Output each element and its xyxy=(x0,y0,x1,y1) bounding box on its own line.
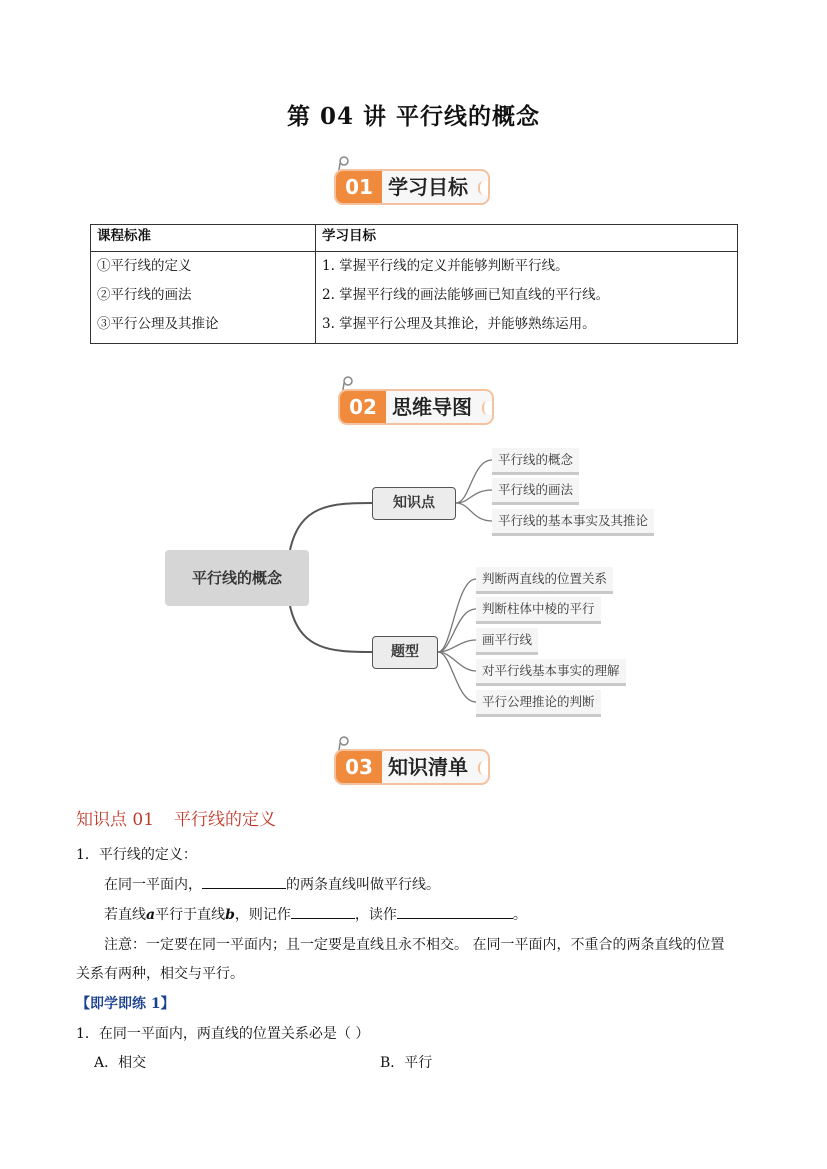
mindmap-central-node: 平行线的概念 xyxy=(165,550,309,606)
banner-pill xyxy=(334,749,490,785)
text-segment: 在同一平面内， xyxy=(104,877,202,893)
practice-question: 1．在同一平面内，两直线的位置关系必是（ ） xyxy=(76,1026,370,1042)
header-goal: 学习目标 xyxy=(316,225,738,252)
mindmap-branch-knowledge: 知识点 xyxy=(372,487,456,520)
section-label: 思维导图 xyxy=(392,395,472,419)
section-number: 03 xyxy=(336,751,382,783)
goal-item: 2. 掌握平行线的画法能够画已知直线的平行线。 xyxy=(322,287,610,303)
mindmap-leaf: 平行线的基本事实及其推论 xyxy=(492,509,654,536)
section-number: 02 xyxy=(340,391,386,423)
note-line-1: 注意：一定要在同一平面内；且一定要是直线且永不相交。 在同一平面内，不重合的两条直线的位置 xyxy=(104,937,725,953)
section-number: 01 xyxy=(336,171,382,203)
knowledge-point-title: 平行线的定义 xyxy=(174,810,277,830)
knowledge-point-heading xyxy=(76,805,276,830)
fill-blank[interactable] xyxy=(397,904,513,919)
section-label: 知识清单 xyxy=(388,755,468,779)
note-line-2: 关系有两种，相交与平行。 xyxy=(76,966,244,982)
text-segment: ，则记作 xyxy=(234,907,291,923)
knowledge-point-number: 知识点 01 xyxy=(76,810,155,830)
mindmap-leaf: 判断两直线的位置关系 xyxy=(476,567,613,594)
text-segment: 的两条直线叫做平行线。 xyxy=(286,877,440,893)
standard-item: ③平行公理及其推论 xyxy=(97,316,219,332)
standard-item: ②平行线的画法 xyxy=(97,287,192,303)
mindmap-leaf: 平行线的画法 xyxy=(492,478,579,505)
mindmap-leaf: 对平行线基本事实的理解 xyxy=(476,659,626,686)
variable-a: a xyxy=(146,907,156,923)
text-segment: 平行于直线 xyxy=(155,907,226,923)
mindmap-leaf: 平行线的概念 xyxy=(492,448,579,475)
fill-blank[interactable] xyxy=(291,904,355,919)
fill-blank[interactable] xyxy=(202,874,286,889)
practice-label: 【即学即练 1】 xyxy=(76,996,175,1012)
mindmap-leaf: 画平行线 xyxy=(476,628,538,655)
mindmap-branch-question-types: 题型 xyxy=(372,636,438,669)
text-segment: ，读作 xyxy=(354,907,397,923)
option-b[interactable]: B．平行 xyxy=(380,1055,433,1071)
text-segment: 。 xyxy=(512,907,527,923)
text-segment: 若直线 xyxy=(104,907,146,923)
mindmap-leaf: 判断柱体中棱的平行 xyxy=(476,597,601,624)
standard-item: ①平行线的定义 xyxy=(97,258,192,274)
definition-line-2 xyxy=(104,904,527,924)
goal-item: 1. 掌握平行线的定义并能够判断平行线。 xyxy=(322,258,569,274)
section-label: 学习目标 xyxy=(388,175,468,199)
banner-notch xyxy=(478,761,490,775)
mindmap-leaf: 平行公理推论的判断 xyxy=(476,690,601,717)
goal-item: 3. 掌握平行公理及其推论，并能够熟练运用。 xyxy=(322,316,596,332)
page-title: 第 04 讲 平行线的概念 xyxy=(286,103,541,130)
variable-b: b xyxy=(225,907,235,923)
option-a[interactable]: A．相交 xyxy=(94,1055,147,1071)
definition-line-1 xyxy=(104,874,440,894)
definition-item: 1．平行线的定义： xyxy=(76,847,197,863)
section-banner-knowledge-list xyxy=(334,735,494,785)
header-standard: 课程标准 xyxy=(91,225,316,252)
